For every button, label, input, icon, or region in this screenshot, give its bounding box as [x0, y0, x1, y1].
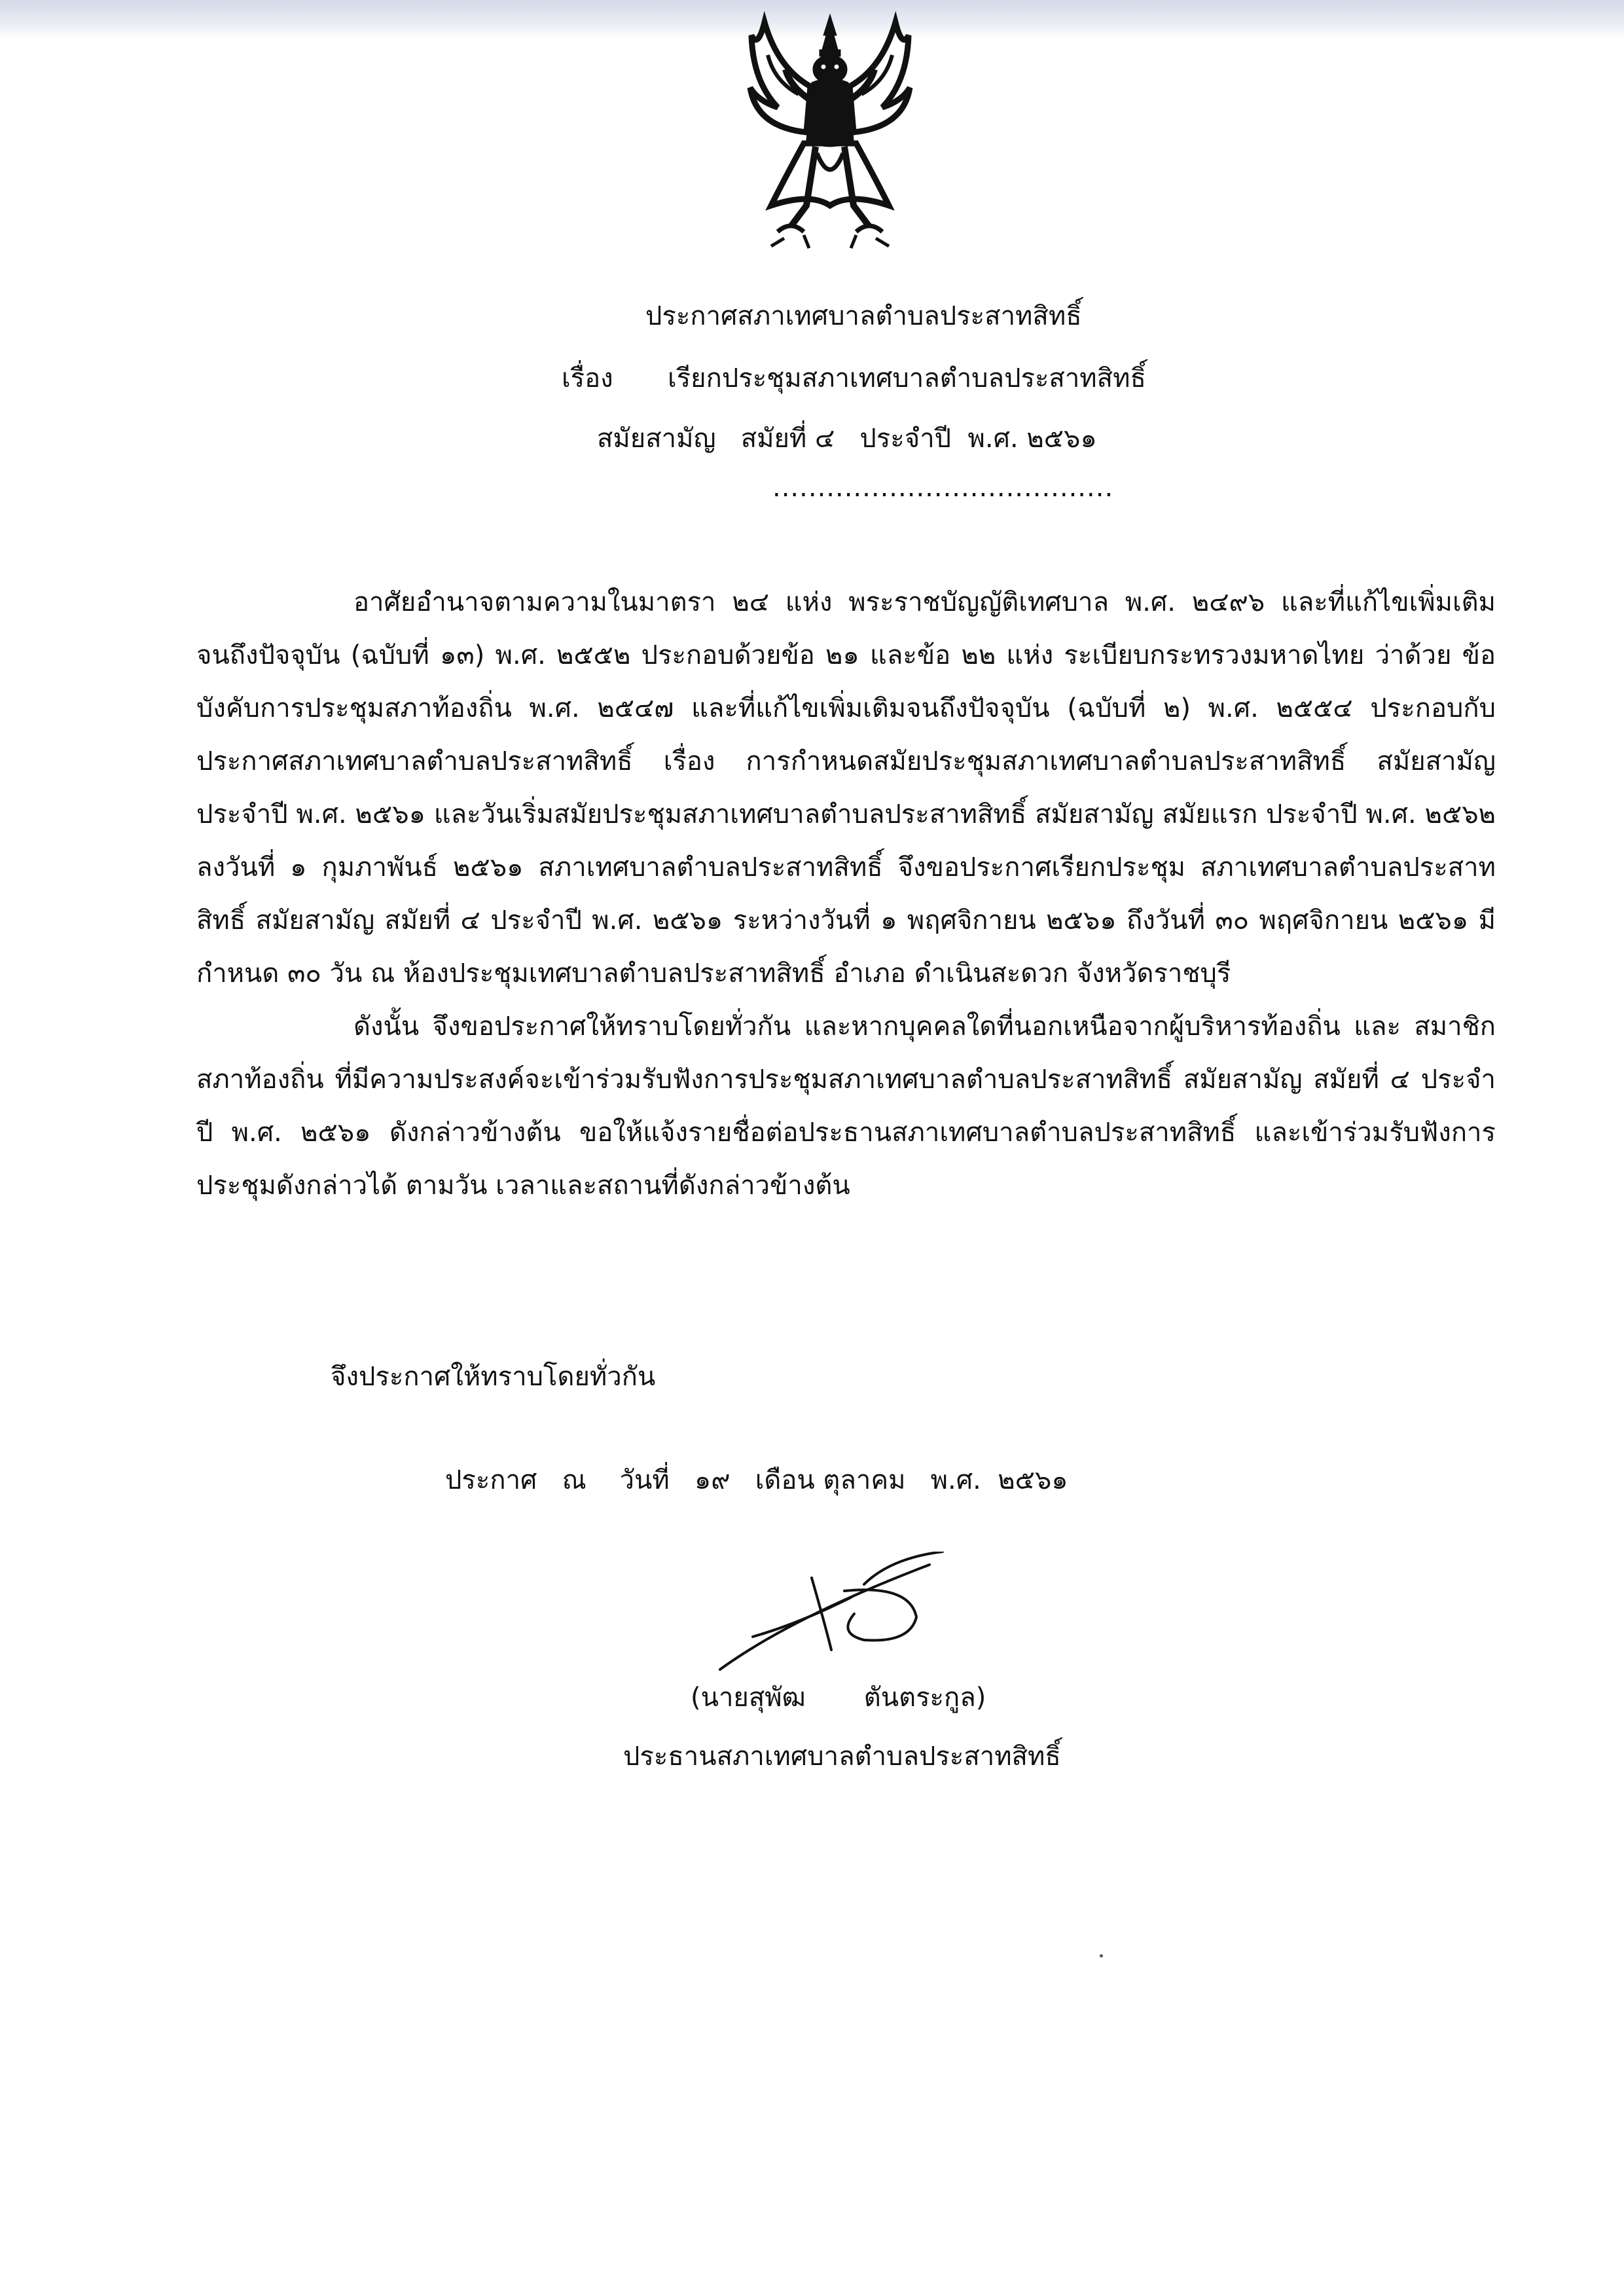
date-line: ประกาศ ณ วันที่ ๑๙ เดือน ตุลาคม พ.ศ. ๒๕๖๑: [445, 1465, 1068, 1495]
body-paragraph-1: อาศัยอำนาจตามความในมาตรา ๒๔ แห่ง พระราชบัญญัติเทศบาล พ.ศ. ๒๔๙๖ และที่แก้ไขเพิ่มเติม จนถึงปัจจุบัน (ฉบับที่ ๑๓) พ.ศ. ๒๕๕๒ ประกอบด้วยข้อ ๒๑ และข้อ ๒๒ แห่ง ระเบียบกระทรวงมหาดไทย ว่าด้วย ข้อบังคับการประชุมสภาท้องถิ่น พ.ศ. ๒๕๔๗ และที่แก้ไขเพิ่มเติมจนถึงปัจจุบัน (ฉบับที่ ๒) พ.ศ. ๒๕๕๔ ประกอบกับประกาศสภาเทศบาลตำบลประสาทสิทธิ์ เรื่อง การกำหนดสมัยประชุมสภาเทศบาลตำบลประสาทสิทธิ์ สมัยสามัญ ประจำปี พ.ศ. ๒๕๖๑ และวันเริ่มสมัยประชุมสภาเทศบาลตำบลประสาทสิทธิ์ สมัยสามัญ สมัยแรก ประจำปี พ.ศ. ๒๕๖๒ ลงวันที่ ๑ กุมภาพันธ์ ๒๕๖๑ สภาเทศบาลตำบลประสาทสิทธิ์ จึงขอประกาศเรียกประชุม สภาเทศบาลตำบลประสาทสิทธิ์ สมัยสามัญ สมัยที่ ๔ ประจำปี พ.ศ. ๒๕๖๑ ระหว่างวันที่ ๑ พฤศจิกายน ๒๕๖๑ ถึงวันที่ ๓๐ พฤศจิกายน ๒๕๖๑ มีกำหนด ๓๐ วัน ณ ห้องประชุมเทศบาลตำบลประสาทสิทธิ์ อำเภอ ดำเนินสะดวก จังหวัดราชบุรี: [196, 587, 1496, 989]
announcement-body: [196, 576, 1496, 1212]
announcement-title: ประกาศสภาเทศบาลตำบลประสาทสิทธิ์: [645, 301, 1082, 331]
signature-icon: [713, 1552, 949, 1676]
subject-label: เรื่อง: [562, 363, 613, 393]
scan-speck: [1100, 1954, 1103, 1958]
body-paragraph-2: ดังนั้น จึงขอประกาศให้ทราบโดยทั่วกัน และหากบุคคลใดที่นอกเหนือจากผู้บริหารท้องถิ่น และ สมาชิกสภาท้องถิ่น ที่มีความประสงค์จะเข้าร่วมรับฟังการประชุมสภาเทศบาลตำบลประสาทสิทธิ์ สมัยสามัญ สมัยที่ ๔ ประจำปี พ.ศ. ๒๕๖๑ ดังกล่าวข้างต้น ขอให้แจ้งรายชื่อต่อประธานสภาเทศบาลตำบลประสาทสิทธิ์ และเข้าร่วมรับฟังการประชุมดังกล่าวได้ ตามวัน เวลาและสถานที่ดังกล่าวข้างต้น: [196, 1011, 1496, 1201]
header-separator: ......................................: [772, 473, 1114, 503]
closing-line: จึงประกาศให้ทราบโดยทั่วกัน: [331, 1362, 656, 1392]
garuda-emblem-icon: [738, 9, 922, 251]
signatory-position: ประธานสภาเทศบาลตำบลประสาทสิทธิ์: [623, 1741, 1061, 1772]
signatory-name: (นายสุพัฒ ตันตระกูล): [691, 1683, 986, 1713]
subject-text: เรียกประชุมสภาเทศบาลตำบลประสาทสิทธิ์: [668, 363, 1146, 393]
session-line: สมัยสามัญ สมัยที่ ๔ ประจำปี พ.ศ. ๒๕๖๑: [597, 424, 1097, 454]
